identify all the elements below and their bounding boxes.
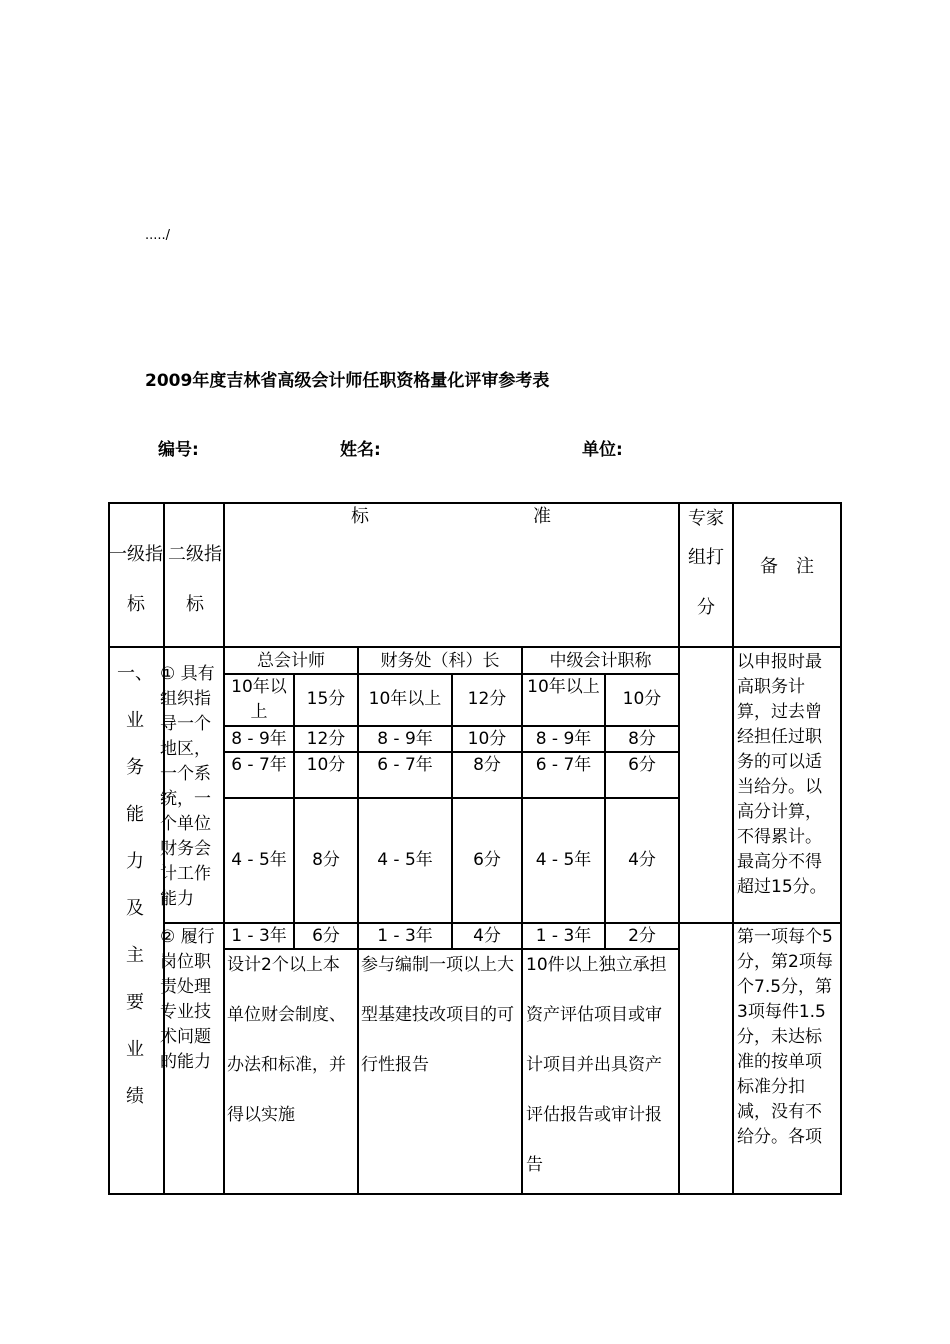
header-level2: 二级指 标 (168, 544, 222, 615)
cell-score: 10分 (622, 689, 662, 709)
field-name-label: 姓名: (340, 440, 381, 460)
cell-years: 10年以上 (231, 677, 287, 722)
cell-years: 8 - 9年 (377, 729, 433, 749)
cell-score: 8分 (628, 729, 656, 749)
cell-score: 8分 (473, 755, 501, 775)
remark-projects: 第一项每个5分，第2项每个7.5分，第3项每件1.5分，未达标准的按单项标准分扣减，没有不给分。各项 (737, 927, 833, 1147)
cell-years: 8 - 9年 (535, 729, 592, 749)
table-border (451, 673, 453, 950)
cell-years: 1 - 3年 (535, 926, 592, 946)
cell-years: 10年以上 (368, 689, 442, 709)
group-finance-head: 财务处（科）长 (380, 651, 500, 671)
cell-score: 6分 (628, 755, 656, 775)
level2-indicator-organize: ① 具有组织指导一个地区，一个系统，一个单位财务会计工作能力 (160, 664, 215, 909)
cell-score: 2分 (628, 926, 656, 946)
header-standard-left: 标 (351, 506, 369, 527)
remark-experience: 以申报时最高职务计算，过去曾经担任过职务的可以适当给分。以高分计算，不得累计。最高分不得超过15分。 (737, 652, 827, 897)
cell-score: 6分 (312, 926, 340, 946)
page-marker: ...../ (145, 228, 171, 243)
table-border (604, 673, 606, 950)
header-expert-score: 专家 组打 分 (688, 508, 724, 618)
table-border (732, 502, 734, 1195)
level1-indicator: 一、 业 务 能 力 及 主 要 业 绩 (117, 663, 153, 1107)
cell-score: 15分 (306, 689, 346, 709)
level2-indicator-duties: ② 履行岗位职责处理专业技术问题的能力 (160, 927, 215, 1072)
header-standard-right: 准 (533, 506, 551, 527)
cell-years: 6 - 7年 (231, 755, 287, 775)
cell-score: 6分 (473, 850, 501, 870)
cell-score: 8分 (312, 850, 340, 870)
cell-score: 12分 (306, 729, 346, 749)
cell-years: 6 - 7年 (535, 755, 592, 775)
cell-years: 4 - 5年 (535, 850, 592, 870)
cell-score: 4分 (473, 926, 501, 946)
cell-years: 6 - 7年 (377, 755, 433, 775)
cell-score: 10分 (467, 729, 507, 749)
standard-asset-audit: 10件以上独立承担资产评估项目或审计项目并出具资产评估报告或审计报告 (526, 955, 667, 1175)
cell-years: 4 - 5年 (231, 850, 287, 870)
cell-years: 1 - 3年 (377, 926, 433, 946)
standard-feasibility-report: 参与编制一项以上大型基建技改项目的可行性报告 (361, 955, 514, 1075)
cell-years: 1 - 3年 (231, 926, 287, 946)
group-intermediate-title: 中级会计职称 (549, 651, 652, 671)
header-remark: 备 注 (760, 556, 814, 577)
document-title: 2009年度吉林省高级会计师任职资格量化评审参考表 (145, 371, 550, 391)
cell-years: 8 - 9年 (231, 729, 287, 749)
cell-years: 10年以上 (527, 677, 600, 697)
field-unit-label: 单位: (582, 440, 623, 460)
table-border (293, 673, 295, 950)
cell-years: 4 - 5年 (377, 850, 433, 870)
cell-score: 10分 (306, 755, 346, 775)
header-level1: 一级指 标 (109, 544, 163, 615)
standard-design-systems: 设计2个以上本单位财会制度、办法和标准，并得以实施 (227, 955, 346, 1125)
cell-score: 4分 (628, 850, 656, 870)
field-number-label: 编号: (158, 440, 199, 460)
table-border (840, 502, 842, 1195)
group-chief-accountant: 总会计师 (257, 651, 325, 671)
cell-score: 12分 (467, 689, 507, 709)
